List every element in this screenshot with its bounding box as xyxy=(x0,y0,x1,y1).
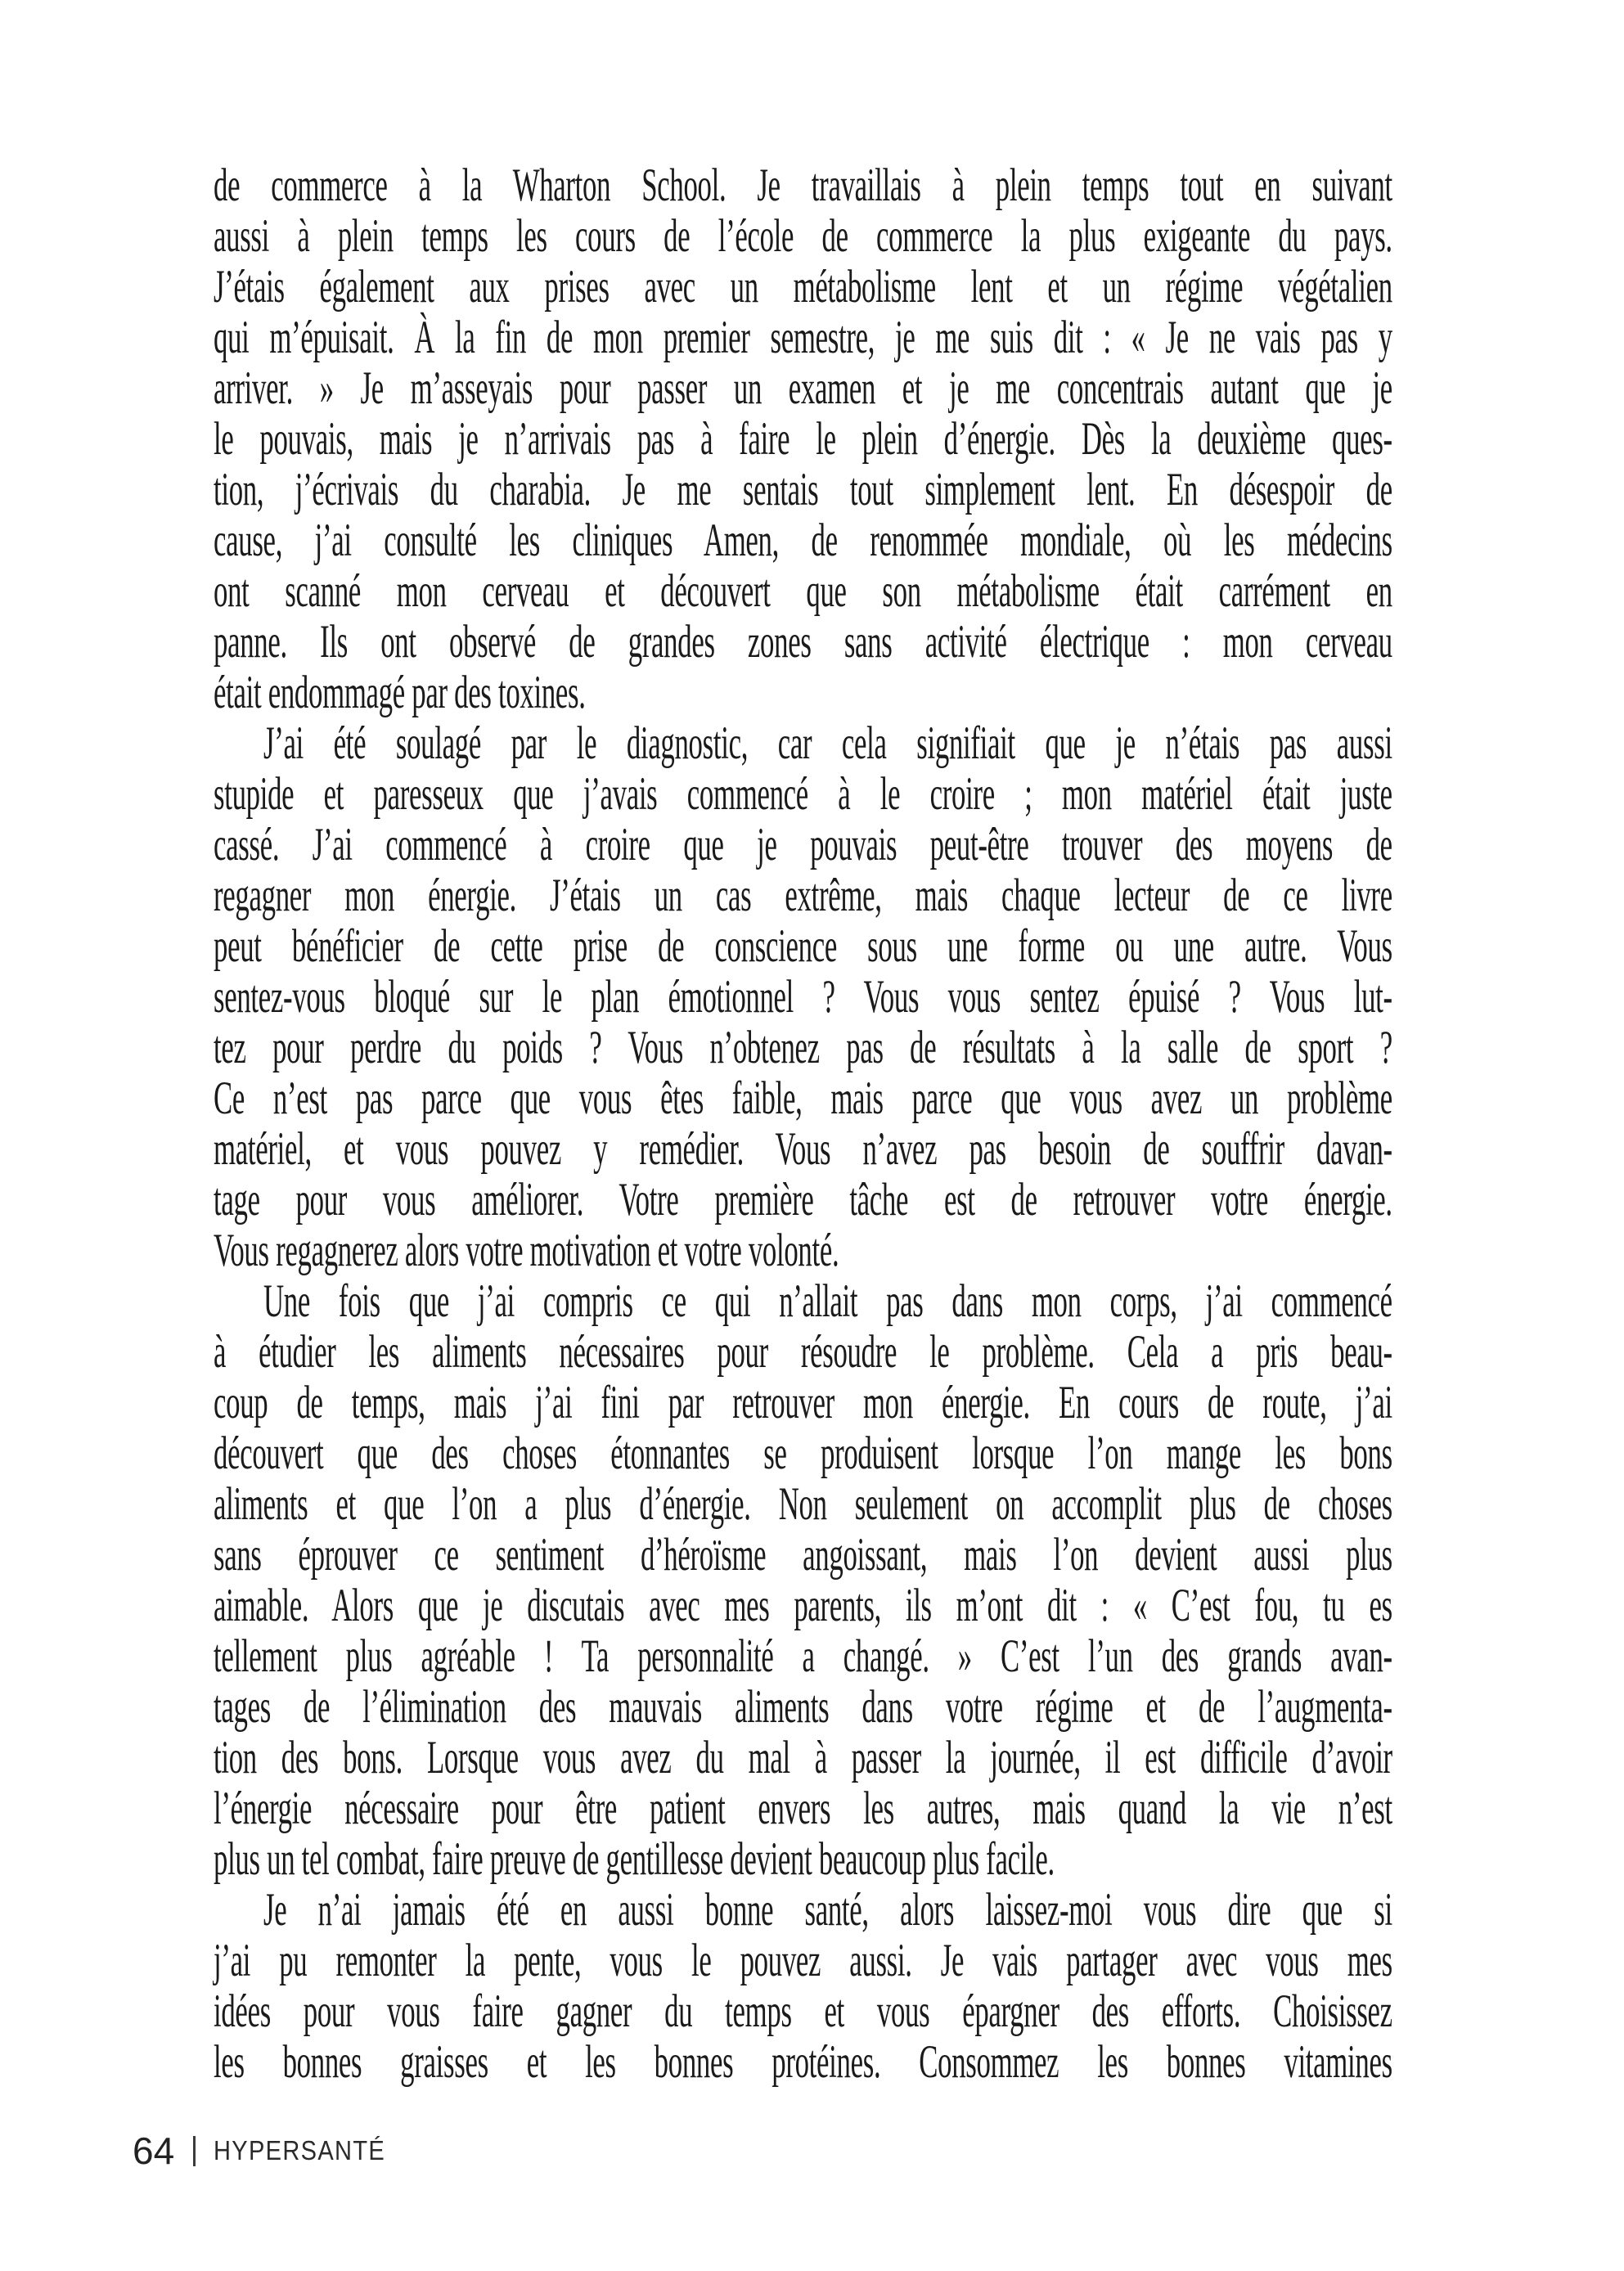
text-line: tages de l’élimination des mauvais aliments dans votre régime et de l’augmenta- xyxy=(214,1681,1392,1733)
text-line: J’ai été soulagé par le diagnostic, car cela signifiait que je n’étais pas aussi xyxy=(263,717,1392,769)
text-line: J’étais également aux prises avec un métabolisme lent et un régime végétalien xyxy=(214,261,1392,313)
text-line: qui m’épuisait. À la fin de mon premier semestre, je me suis dit : « Je ne vais pas y xyxy=(214,312,1392,363)
text-line: de commerce à la Wharton School. Je travaillais à plein temps tout en suivant xyxy=(214,160,1392,211)
text-line: Je n’ai jamais été en aussi bonne santé, alors laissez-moi vous dire que si xyxy=(263,1884,1392,1936)
text-line: stupide et paresseux que j’avais commencé à le croire ; mon matériel était juste xyxy=(214,768,1392,820)
text-line: panne. Ils ont observé de grandes zones sans activité électrique : mon cerveau xyxy=(214,616,1392,668)
text-line: les bonnes graisses et les bonnes protéines. Consommez les bonnes vitamines xyxy=(214,2036,1392,2088)
text-line: tage pour vous améliorer. Votre première tâche est de retrouver votre énergie. xyxy=(214,1174,1392,1225)
text-line: tion des bons. Lorsque vous avez du mal à passer la journée, il est difficile d’avoir xyxy=(214,1732,1392,1783)
text-line: matériel, et vous pouvez y remédier. Vous n’avez pas besoin de souffrir davan- xyxy=(214,1123,1392,1175)
text-line: Ce n’est pas parce que vous êtes faible, mais parce que vous avez un problème xyxy=(214,1073,1392,1124)
text-line: découvert que des choses étonnantes se produisent lorsque l’on mange les bons xyxy=(214,1428,1392,1479)
text-line: cause, j’ai consulté les cliniques Amen, de renommée mondiale, où les médecins xyxy=(214,515,1392,566)
text-line: à étudier les aliments nécessaires pour résoudre le problème. Cela a pris beau- xyxy=(214,1326,1392,1378)
paragraph xyxy=(214,160,1392,718)
paragraph xyxy=(214,718,1392,1276)
text-line: aussi à plein temps les cours de l’école de commerce la plus exigeante du pays. xyxy=(214,210,1392,262)
text-line: tion, j’écrivais du charabia. Je me sentais tout simplement lent. En désespoir de xyxy=(214,464,1392,515)
body-text xyxy=(214,160,1392,2088)
text-line: arriver. » Je m’asseyais pour passer un examen et je me concentrais autant que je xyxy=(214,362,1392,414)
text-line: ont scanné mon cerveau et découvert que son métabolisme était carrément en xyxy=(214,565,1392,617)
paragraph xyxy=(214,1276,1392,1885)
text-line: tez pour perdre du poids ? Vous n’obtenez pas de résultats à la salle de sport ? xyxy=(214,1022,1392,1073)
text-line: Vous regagnerez alors votre motivation et votre volonté. xyxy=(214,1225,839,1276)
page-number: 64 xyxy=(133,2129,175,2172)
text-line: regagner mon énergie. J’étais un cas extrême, mais chaque lecteur de ce livre xyxy=(214,870,1392,921)
text-line: tellement plus agréable ! Ta personnalité a changé. » C’est l’un des grands avan- xyxy=(214,1630,1392,1682)
text-line: l’énergie nécessaire pour être patient envers les autres, mais quand la vie n’est xyxy=(214,1783,1392,1834)
page-footer xyxy=(133,2129,409,2172)
text-line: sans éprouver ce sentiment d’héroïsme angoissant, mais l’on devient aussi plus xyxy=(214,1529,1392,1581)
text-line: cassé. J’ai commencé à croire que je pouvais peut-être trouver des moyens de xyxy=(214,819,1392,870)
text-line: sentez-vous bloqué sur le plan émotionnel ? Vous vous sentez épuisé ? Vous lut- xyxy=(214,971,1392,1023)
text-line: idées pour vous faire gagner du temps et vous épargner des efforts. Choisissez xyxy=(214,1985,1392,2037)
text-line: plus un tel combat, faire preuve de gentillesse devient beaucoup plus facile. xyxy=(214,1833,1055,1885)
footer-divider xyxy=(193,2136,196,2166)
text-line: aimable. Alors que je discutais avec mes parents, ils m’ont dit : « C’est fou, tu es xyxy=(214,1580,1392,1631)
text-line: j’ai pu remonter la pente, vous le pouvez aussi. Je vais partager avec vous mes xyxy=(214,1935,1392,1986)
text-line: Une fois que j’ai compris ce qui n’allait pas dans mon corps, j’ai commencé xyxy=(263,1275,1392,1327)
text-line: coup de temps, mais j’ai fini par retrouver mon énergie. En cours de route, j’ai xyxy=(214,1377,1392,1428)
text-line: aliments et que l’on a plus d’énergie. Non seulement on accomplit plus de choses xyxy=(214,1478,1392,1530)
text-line: peut bénéficier de cette prise de conscience sous une forme ou une autre. Vous xyxy=(214,920,1392,972)
paragraph xyxy=(214,1885,1392,2088)
text-line: était endommagé par des toxines. xyxy=(214,667,586,718)
text-line: le pouvais, mais je n’arrivais pas à faire le plein d’énergie. Dès la deuxième ques- xyxy=(214,413,1392,465)
book-title: HYPERSANTÉ xyxy=(214,2135,386,2165)
